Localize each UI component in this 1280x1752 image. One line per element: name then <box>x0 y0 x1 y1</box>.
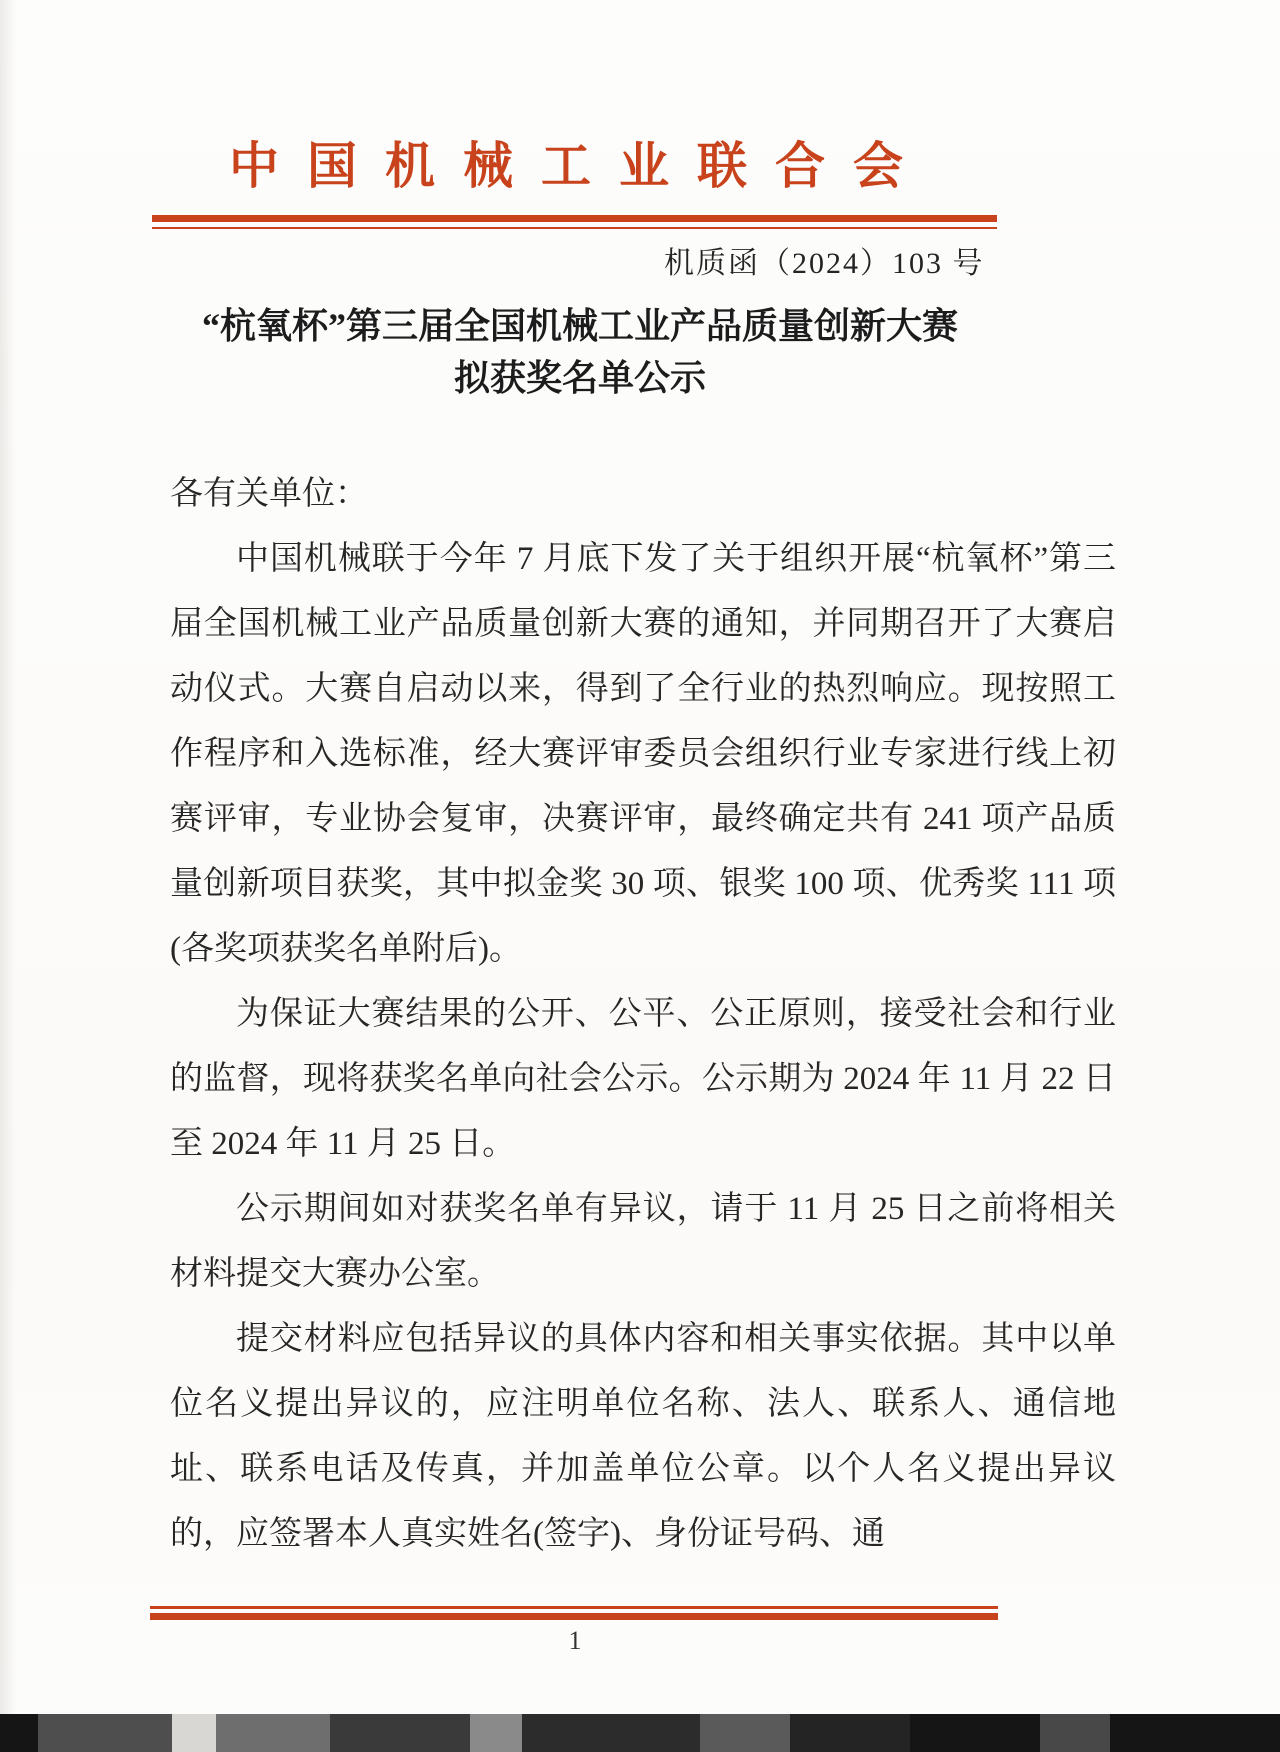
scan-edge-artifact <box>0 1714 1280 1752</box>
footer-rule-thin <box>150 1606 998 1609</box>
body-paragraph: 中国机械联于今年 7 月底下发了关于组织开展“杭氧杯”第三届全国机械工业产品质量创新大赛的通知，并同期召开了大赛启动仪式。大赛自启动以来，得到了全行业的热烈响应。现按照工作程序和入选标准，经大赛评审委员会组织行业专家进行线上初赛评审，专业协会复审，决赛评审，最终确定共有 241 项产品质量创新项目获奖，其中拟金奖 30 项、银奖 100 项、优秀奖 111 项(各奖项获奖名单附后)。 <box>170 541 1116 967</box>
scan-left-edge-shade <box>0 0 16 1752</box>
page-number: 1 <box>568 1626 582 1655</box>
letterhead-org-name: 中国机械工业联合会 <box>229 138 931 194</box>
scan-artifact-patch <box>216 1714 330 1752</box>
scan-artifact-patch <box>38 1714 172 1752</box>
scan-artifact-patch <box>1040 1714 1110 1752</box>
scan-artifact-patch <box>172 1714 216 1752</box>
salutation: 各有关单位： <box>170 476 368 512</box>
document-title <box>160 300 1000 404</box>
body-paragraph: 公示期间如对获奖名单有异议，请于 11 月 25 日之前将相关材料提交大赛办公室。 <box>170 1191 1116 1292</box>
body-paragraph: 提交材料应包括异议的具体内容和相关事实依据。其中以单位名义提出异议的，应注明单位名称、法人、联系人、通信地址、联系电话及传真，并加盖单位公章。以个人名义提出异议的，应签署本人真实姓名(签字)、身份证号码、通 <box>170 1321 1116 1552</box>
scan-artifact-patch <box>470 1714 522 1752</box>
document-title-line2: 拟获奖名单公示 <box>453 358 706 398</box>
document-reference-number: 机质函（2024）103 号 <box>664 247 985 280</box>
body-paragraph: 为保证大赛结果的公开、公平、公正原则，接受社会和行业的监督，现将获奖名单向社会公示。公示期为 2024 年 11 月 22 日至 2024 年 11 月 25 日。 <box>170 996 1116 1162</box>
scan-artifact-patch <box>700 1714 790 1752</box>
footer-rule-thick <box>150 1613 998 1620</box>
scan-artifact-patch <box>522 1714 700 1752</box>
letterhead-rule-thick <box>152 215 997 222</box>
scan-artifact-patch <box>330 1714 470 1752</box>
letter-body <box>170 462 1116 1567</box>
letterhead-rule-thin <box>152 227 997 229</box>
document-title-line1: “杭氧杯”第三届全国机械工业产品质量创新大赛 <box>201 306 958 346</box>
scan-artifact-patch <box>790 1714 910 1752</box>
